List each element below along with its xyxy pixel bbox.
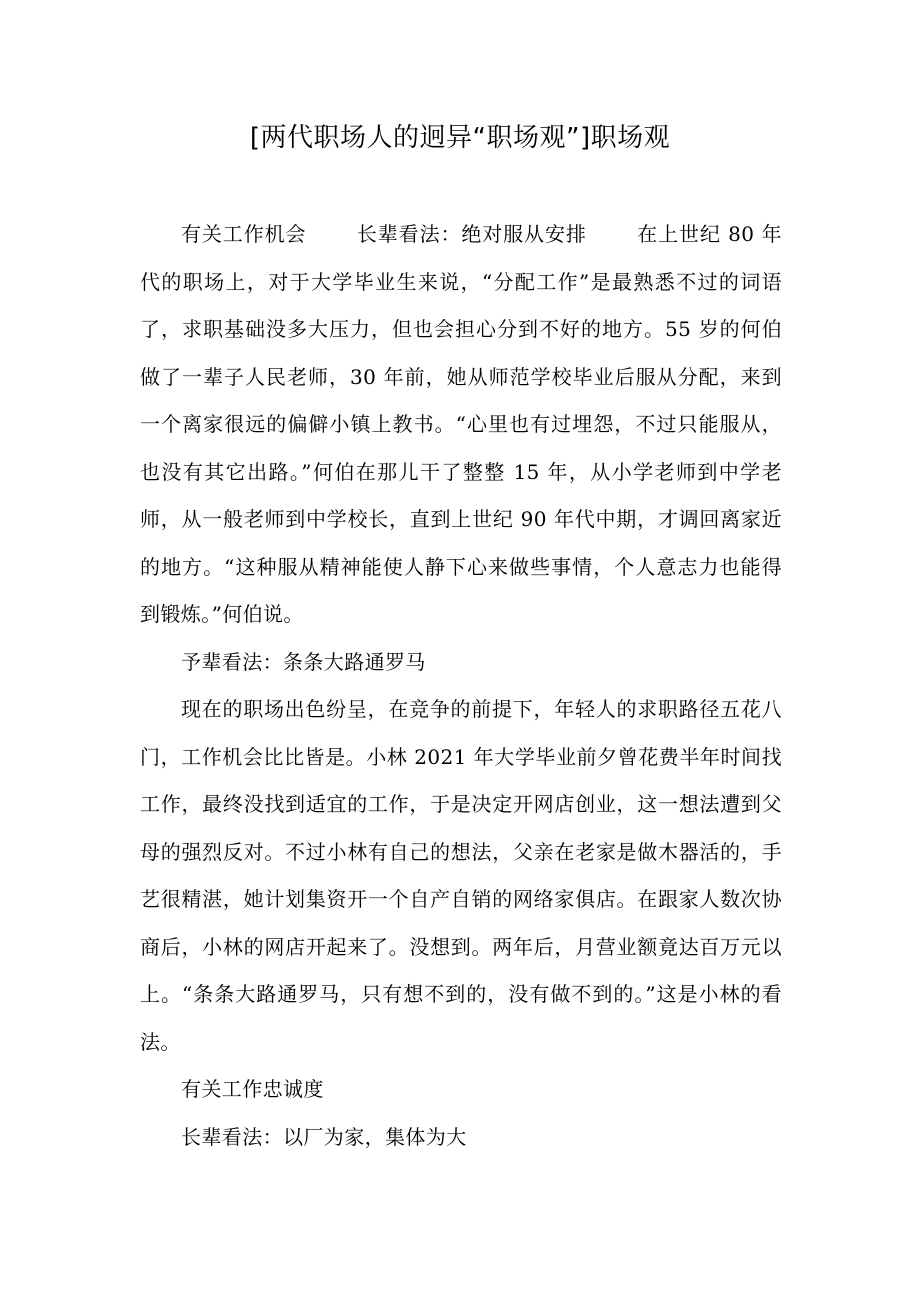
body-paragraph: 现在的职场出色纷呈，在竞争的前提下，年轻人的求职路径五花八门，工作机会比比皆是。小林 2021 年大学毕业前夕曾花费半年时间找工作，最终没找到适宜的工作，于是决定开网店创业，这一想法遭到父母的强烈反对。不过小林有自己的想法，父亲在老家是做木器活的，手艺很精湛，她计划集资开一个自产自销的网络家俱店。在跟家人数次协商后，小林的网店开起来了。没想到。两年后，月营业额竟达百万元以上。“条条大路通罗马，只有想不到的，没有做不到的。”这是小林的看法。: [140, 697, 782, 1054]
intro-subheading: 长辈看法：绝对服从安排: [356, 222, 587, 246]
intro-paragraph: [140, 211, 782, 639]
document-title: [两代职场人的迥异“职场观”]职场观: [249, 123, 671, 153]
section-subheading: 长辈看法：以厂为家，集体为大: [181, 1124, 467, 1149]
section-subheading: 予辈看法：条条大路通罗马: [181, 649, 426, 674]
section-heading: 有关工作忠诚度: [181, 1077, 324, 1101]
intro-heading: 有关工作机会: [181, 222, 307, 246]
document-body: [140, 211, 782, 1161]
intro-text: 在上世纪 80 年代的职场上，对于大学毕业生来说，“分配工作”是最熟悉不过的词语了，求职基础没多大压力，但也会担心分到不好的地方。55 岁的何伯做了一辈子人民老师，30 年前，她从师范学校毕业后服从分配，来到一个离家很远的偏僻小镇上教书。“心里也有过埋怨，不过只能服从，也没有其它出路。”何伯在那儿干了整整 15 年，从小学老师到中学老师，从一般老师到中学校长，直到上世纪 90 年代中期，才调回离家近的地方。“这种服从精神能使人静下心来做些事情，个人意志力也能得到锻炼。”何伯说。: [140, 222, 783, 626]
